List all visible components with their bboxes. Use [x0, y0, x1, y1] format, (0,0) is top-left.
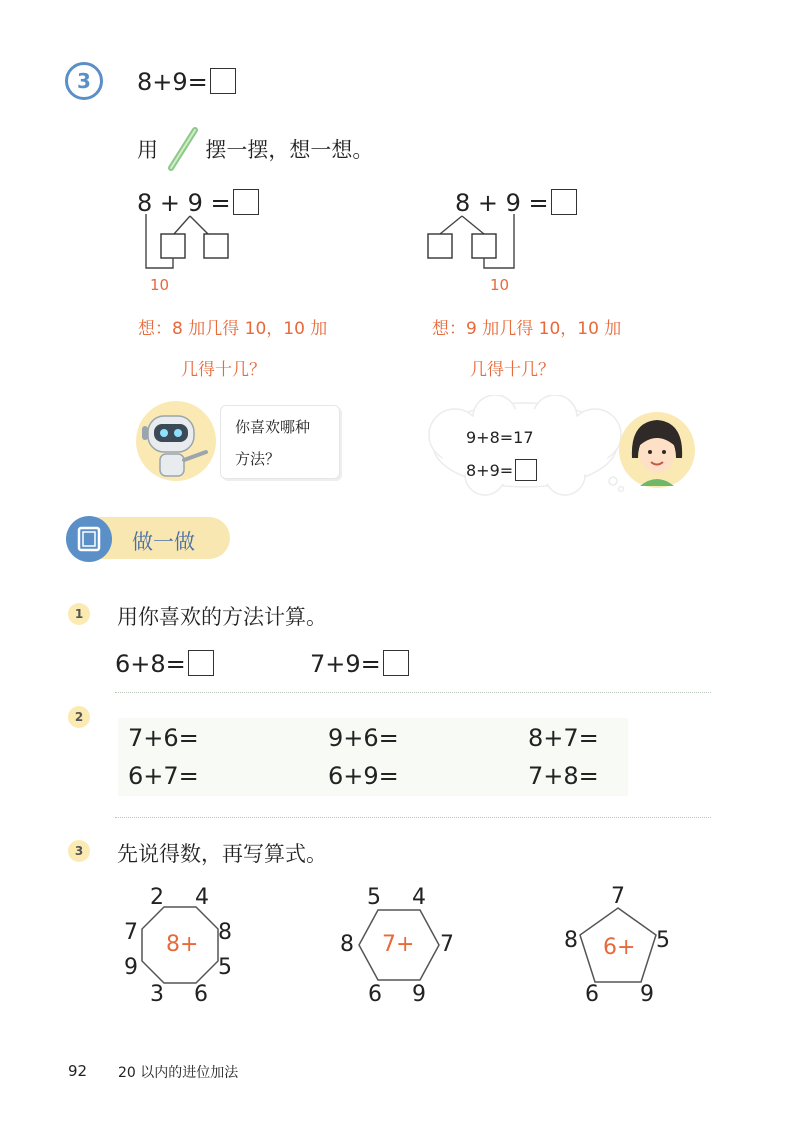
- left-split-box-1[interactable]: [161, 234, 185, 258]
- pentagon-num-5: 8: [564, 928, 578, 953]
- right-think-line1: 想：9 加几得 10，10 加: [432, 319, 622, 339]
- q2-r2c1[interactable]: 6+7=: [128, 762, 199, 790]
- octagon-num-5: 6: [194, 982, 208, 1007]
- practice-badge: [66, 516, 112, 562]
- octagon-num-1: 2: [150, 885, 164, 910]
- robot-speech-bubble: [220, 405, 340, 479]
- left-split-diagram: [140, 214, 240, 274]
- left-method-equation: 8 + 9 =: [137, 189, 259, 217]
- girl-answer-box[interactable]: [515, 459, 537, 481]
- right-split-diagram: [422, 214, 532, 274]
- hexagon-num-3: 7: [440, 932, 454, 957]
- robot-bubble-line2: 方法？: [235, 450, 281, 468]
- right-split-box-1[interactable]: [428, 234, 452, 258]
- hexagon-num-4: 9: [412, 982, 426, 1007]
- hexagon-num-2: 4: [412, 885, 426, 910]
- right-answer-box[interactable]: [551, 189, 577, 215]
- octagon-center: 8+: [166, 932, 199, 957]
- right-split-box-2[interactable]: [472, 234, 496, 258]
- q1-eq2-box[interactable]: [383, 650, 409, 676]
- thought-cloud: [425, 395, 625, 500]
- left-ten-label: 10: [150, 276, 170, 294]
- q2-r2c3[interactable]: 7+8=: [528, 762, 599, 790]
- robot-bubble-line1: 你喜欢哪种: [235, 418, 311, 436]
- answer-box[interactable]: [210, 68, 236, 94]
- girl-bubble-line2: 8+9=: [466, 459, 537, 481]
- chapter-title: 20 以内的进位加法: [118, 1065, 239, 1081]
- hexagon-num-5: 6: [368, 982, 382, 1007]
- q2-r2c2[interactable]: 6+9=: [328, 762, 399, 790]
- example-number: 3: [77, 69, 91, 93]
- octagon-num-6: 3: [150, 982, 164, 1007]
- q3-prompt: 先说得数，再写算式。: [117, 842, 327, 866]
- pencil-square-icon: [66, 516, 112, 562]
- q2-number-badge: 2: [68, 706, 90, 728]
- instruction: [137, 127, 373, 171]
- q3-number-badge: 3: [68, 840, 90, 862]
- octagon-num-8: 7: [124, 920, 138, 945]
- q2-r1c2[interactable]: 9+6=: [328, 724, 399, 752]
- q2-r1c3[interactable]: 8+7=: [528, 724, 599, 752]
- octagon-num-7: 9: [124, 955, 138, 980]
- pentagon-num-1: 7: [611, 884, 625, 909]
- pentagon-num-4: 6: [585, 982, 599, 1007]
- counting-stick-icon: [165, 127, 199, 171]
- instruction-pre: 用: [137, 138, 158, 162]
- left-answer-box[interactable]: [233, 189, 259, 215]
- q1-prompt: 用你喜欢的方法计算。: [117, 605, 327, 629]
- left-split-box-2[interactable]: [204, 234, 228, 258]
- pentagon-num-2: 5: [656, 928, 670, 953]
- divider-1: [115, 692, 711, 693]
- q2-r1c1[interactable]: 7+6=: [128, 724, 199, 752]
- girl-icon: [618, 410, 696, 490]
- practice-title: 做一做: [132, 530, 195, 554]
- page-number: 92: [68, 1062, 88, 1080]
- q1-number-badge: 1: [68, 603, 90, 625]
- robot-icon: [134, 398, 218, 484]
- q1-eq1-box[interactable]: [188, 650, 214, 676]
- example-number-badge: [65, 62, 103, 100]
- hexagon-num-1: 5: [367, 885, 381, 910]
- divider-2: [115, 817, 711, 818]
- octagon-num-4: 5: [218, 955, 232, 980]
- girl-bubble-line1: 9+8=17: [466, 428, 534, 447]
- hexagon-center: 7+: [382, 932, 415, 957]
- right-method-equation: 8 + 9 =: [455, 189, 577, 217]
- q1-eq1: 6+8=: [115, 650, 214, 678]
- example-equation: 8+9=: [137, 68, 236, 96]
- pentagon-num-3: 9: [640, 982, 654, 1007]
- left-think-line2: 几得十几？: [181, 360, 266, 380]
- right-ten-label: 10: [490, 276, 510, 294]
- octagon-num-3: 8: [218, 920, 232, 945]
- right-think-line2: 几得十几？: [470, 360, 555, 380]
- instruction-post: 摆一摆，想一想。: [205, 138, 374, 162]
- hexagon-num-6: 8: [340, 932, 354, 957]
- q1-eq2: 7+9=: [310, 650, 409, 678]
- left-think-line1: 想：8 加几得 10，10 加: [138, 319, 328, 339]
- pentagon-center: 6+: [603, 935, 636, 960]
- octagon-num-2: 4: [195, 885, 209, 910]
